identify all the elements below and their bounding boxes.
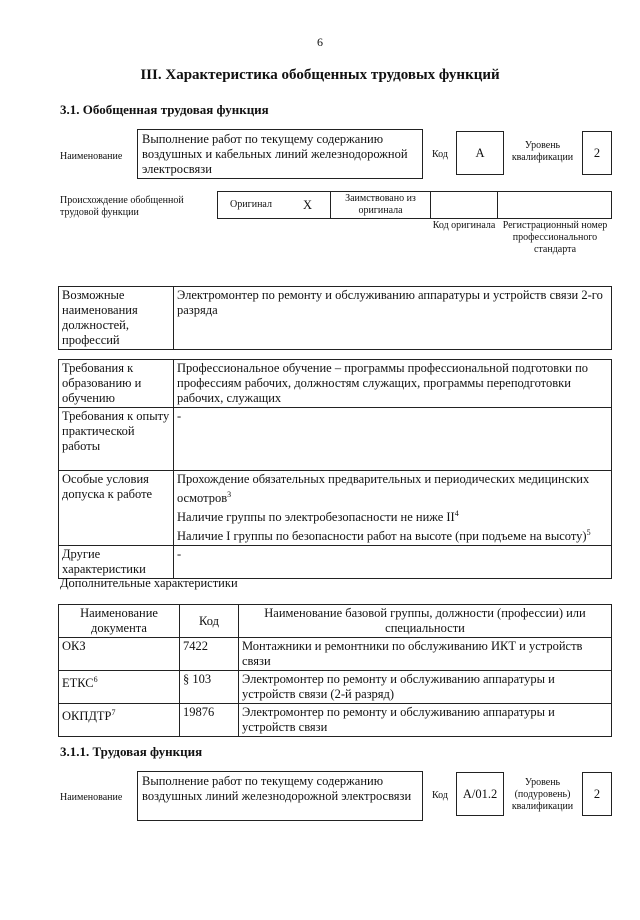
- tf-name-label: Наименование: [60, 792, 123, 803]
- extra-header-code: Код: [180, 605, 239, 638]
- origin-divider: [497, 191, 498, 219]
- gtf-code-label: Код: [432, 149, 448, 160]
- section-title: III. Характеристика обобщенных трудовых функций: [140, 67, 500, 83]
- tf-name-value: Выполнение работ по текущему содержанию воздушных линий железнодорожной электросвязи: [137, 771, 423, 821]
- footnote-ref: 5: [586, 528, 591, 538]
- tf-code-label: Код: [432, 790, 448, 801]
- footnote-ref: 6: [93, 675, 98, 684]
- req-cond-line1: Прохождение обязательных предварительных и периодических медицинских осмотров: [177, 472, 590, 506]
- tf-level-value: 2: [582, 772, 612, 816]
- req-cond-line2: Наличие группы по электробезопасности не ниже II: [177, 510, 455, 525]
- req-other-label: Другие характеристики: [59, 546, 174, 579]
- table-row: [59, 671, 612, 704]
- req-education-label: Требования к образованию и обучению: [59, 360, 174, 408]
- extra-row-doc: ОКПДТР: [62, 709, 112, 724]
- req-experience-value: -: [174, 408, 612, 471]
- origin-original-mark: X: [285, 191, 331, 219]
- extra-row-code: 19876: [180, 704, 239, 737]
- tf-heading: 3.1.1. Трудовая функция: [60, 744, 203, 759]
- tf-level-label: Уровень (подуровень) квалификации: [511, 777, 574, 812]
- gtf-name-label: Наименование: [60, 151, 123, 162]
- extra-row-name: Электромонтер по ремонту и обслуживанию аппаратуры и устройств связи: [239, 704, 612, 737]
- footnote-ref: 4: [454, 509, 459, 519]
- req-cond-line3: Наличие I группы по безопасности работ на высоте (при подъеме на высоту): [177, 529, 587, 544]
- table-row: [59, 704, 612, 737]
- extra-header-doc: Наименование документа: [59, 605, 180, 638]
- req-experience-label: Требования к опыту практической работы: [59, 408, 174, 471]
- origin-borrowed-label: Заимствовано из оригинала: [331, 191, 431, 219]
- gtf-level-label: Уровень квалификации: [511, 140, 574, 163]
- origin-original-label: Оригинал: [230, 199, 272, 210]
- req-conditions-label: Особые условия допуска к работе: [59, 471, 174, 546]
- origin-label: Происхождение обобщенной трудовой функции: [60, 195, 184, 218]
- positions-label: Возможные наименования должностей, профессий: [59, 287, 174, 350]
- extra-table: [58, 604, 612, 737]
- gtf-code-value: A: [456, 131, 504, 175]
- req-conditions-value: [174, 471, 612, 546]
- extra-title: Дополнительные характеристики: [60, 576, 238, 590]
- positions-value: Электромонтер по ремонту и обслуживанию аппаратуры и устройств связи 2-го разряда: [174, 287, 612, 350]
- req-education-value: Профессиональное обучение – программы профессиональной подготовки по профессиям рабочих, должностям служащих, программы переподготовки рабочих, служащих: [174, 360, 612, 408]
- extra-row-name: Электромонтер по ремонту и обслуживанию аппаратуры и устройств связи (2-й разряд): [239, 671, 612, 704]
- page-number: 6: [317, 35, 323, 49]
- footnote-ref: 3: [227, 490, 232, 499]
- gtf-level-value: 2: [582, 131, 612, 175]
- extra-header-name: Наименование базовой группы, должности (профессии) или специальности: [239, 605, 612, 638]
- footnote-ref: 7: [111, 708, 116, 717]
- requirements-table: [58, 359, 612, 579]
- origin-reg-caption: Регистрационный номер профессионального стандарта: [502, 220, 608, 255]
- extra-row-doc: ЕТКС: [62, 676, 94, 691]
- req-other-value: -: [174, 546, 612, 579]
- extra-row-code: § 103: [180, 671, 239, 704]
- tf-code-value: A/01.2: [456, 772, 504, 816]
- positions-table: [58, 286, 612, 350]
- extra-row-name: Монтажники и ремонтники по обслуживанию ИКТ и устройств связи: [239, 638, 612, 671]
- table-row: [59, 638, 612, 671]
- extra-row-doc: ОКЗ: [62, 639, 86, 653]
- extra-row-code: 7422: [180, 638, 239, 671]
- origin-code-caption: Код оригинала: [432, 220, 496, 231]
- gtf-name-value: Выполнение работ по текущему содержанию воздушных и кабельных линий железнодорожной электросвязи: [137, 129, 423, 179]
- gtf-heading: 3.1. Обобщенная трудовая функция: [60, 102, 269, 117]
